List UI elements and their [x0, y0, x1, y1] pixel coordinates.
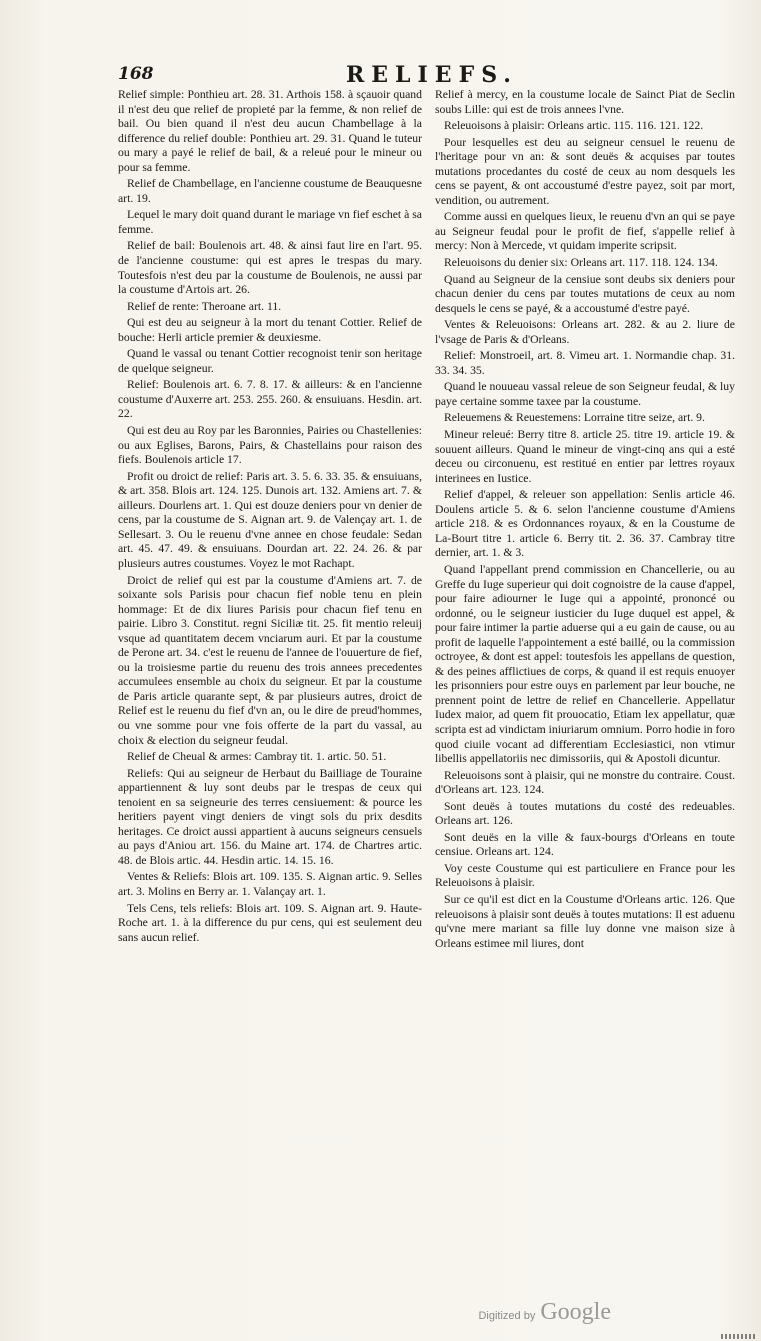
paragraph: Relief à mercy, en la coustume locale de Sainct Piat de Seclin soubs Lille: qui est de trois annees l'vne. [435, 88, 735, 116]
paragraph: Reliefs: Qui au seigneur de Herbaut du Bailliage de Touraine appartiennent & luy sont deubs par le trespas de ceux qui tenoient en sa seigneurie des terres censiuement: & pource les heritiers payent vingt deniers de vingt sols du prix desdits heritages. Ce droict aussi appartient à aucuns seigneurs censuels au pays d'Aniou art. 156. du Maine art. 174. de Chartres artic. 48. de Blois artic. 44. Hesdin artic. 14. 15. 16. [118, 766, 422, 867]
paragraph: Ventes & Reliefs: Blois art. 109. 135. S. Aignan artic. 9. Selles art. 3. Molins en Berry ar. 1. Valançay art. 1. [118, 870, 422, 898]
paragraph: Voy ceste Coustume qui est particuliere en France pour les Releuoisons à plaisir. [435, 861, 735, 890]
paragraph: Releuoisons sont à plaisir, qui ne monstre du contraire. Coust. d'Orleans art. 123. 124. [435, 768, 735, 797]
paragraph: Droict de relief qui est par la coustume d'Amiens art. 7. de soixante sols Parisis pour chacun fief noble tenu en plein hommage: Et de dix liures Parisis pour chacun fief tenu en pairie. Libro 3. Constitut. regni Siciliæ tit. 25. fit mentio releuij vsque ad quantitatem decem vnciarum auri. Et par la coustume de Perone art. 34. c'est le reuenu de l'annee de l'ouuerture de fief, ou la troisiesme partie du reuenu des trois annees precedentes accumulees ensemble au choix du seigneur. Et par la coustume de Paris article quarante sept, & par plusieurs autres, droict de Relief est le reuenu du fief d'vn an, ou le dire de preud'hommes, ou vne somme pour vne fois offerte de la part du vassal, au choix & election du seigneur feudal. [118, 573, 422, 747]
paragraph: Sont deuës à toutes mutations du costé des redeuables. Orleans art. 126. [435, 799, 735, 828]
paragraph: Relief d'appel, & releuer son appellation: Senlis article 46. Doulens article 5. & 6. selon l'ancienne coustume d'Amiens article 218. & es Ordonnances royaux, & en la Coustume de La-Bourt titre 1. article 6. Berry tit. 2. 36. 37. Cambray titre dernier, art. 1. & 3. [435, 488, 735, 560]
paragraph: Relief simple: Ponthieu art. 28. 31. Arthois 158. à sçauoir quand il n'est deu que relief de propieté par la femme, & non relief de bail. Ou bien quand il n'est deu aucun Chambellage à la difference du relief double: Ponthieu art. 29. 31. Quand le tuteur ou mary a payé le relief de bail, & a releué pour le mineur ou pour sa femme. [118, 88, 422, 174]
paragraph: Relief de Chambellage, en l'ancienne coustume de Beauquesne art. 19. [118, 177, 422, 205]
paragraph: Relief de Cheual & armes: Cambray tit. 1. artic. 50. 51. [127, 750, 387, 764]
page-edge-mark [721, 1334, 755, 1339]
paragraph: Sur ce qu'il est dict en la Coustume d'Orleans artic. 126. Que releuoisons à plaisir sont deuës à toutes mutations: Il est aduenu qu'vne mere mariant sa fille luy donne vne maison size à Orleans estimee mil liures, dont [435, 892, 735, 950]
paragraph: Lequel le mary doit quand durant le mariage vn fief eschet à sa femme. [118, 208, 422, 236]
paragraph: Quand au Seigneur de la censiue sont deubs six deniers pour chacun denier du cens par toutes mutations de ceux au nom desquels le cens se payé, & a accoustumé d'estre payé. [435, 272, 735, 315]
paragraph: Qui est deu au seigneur à la mort du tenant Cottier. Relief de bouche: Herli article premier & deuxiesme. [118, 316, 422, 344]
running-title: RELIEFS. [346, 62, 518, 88]
paragraph: Sont deuës en la ville & faux-bourgs d'Orleans en toute censiue. Orleans art. 124. [435, 830, 735, 859]
paragraph: Releuoisons du denier six: Orleans art. 117. 118. 124. 134. [444, 256, 718, 270]
paragraph: Comme aussi en quelques lieux, le reuenu d'vn an qui se paye au Seigneur feudal pour le profit de fief, s'appelle relief à mercy: Non à Mercede, vt quidam imperite scripsit. [435, 210, 735, 253]
paragraph: Relief: Monstroeil, art. 8. Vimeu art. 1. Normandie chap. 31. 33. 34. 35. [435, 349, 735, 377]
left-column [118, 88, 422, 1301]
paragraph: Relief de rente: Theroane art. 11. [127, 299, 282, 313]
paragraph: Quand l'appellant prend commission en Chancellerie, ou au Greffe du Iuge superieur qui doit cognoistre de la cause d'appel, pour faire adiourner le Iuge qui a appointé, prononcé ou ordonné, ou le seigneur iusticier du Iuge duquel est appel, & pour faire intimer la partie aduerse qui a eu gain de cause, ou au profit de laquelle l'appointement a esté baillé, ou la commission octroyee, & dont est appel: toutesfois les appellans de question, & des peines afflictiues de corps, & quand il est requis enuoyer les prisonniers pour estre ouys en parlement par leur bouche, ne prennent point de lettre de relief en Chancellerie. Appellatur Iudex maior, ad quem fit prouocatio, Etiam lex appellatur, quæ scripta est ad vindictam iniuriarum omnium. Porro hodie in foro quod ciuile vocant ad differentiam Ecclesiastici, non vtimur libellis appellatoriis nec dimissoriis, qui & Apostoli dicuntur. [435, 562, 735, 766]
page-header [118, 62, 737, 88]
paragraph: Relief de bail: Boulenois art. 48. & ainsi faut lire en l'art. 95. de l'ancienne coustume: qui est apres le trespas du mary. Toutesfois n'est deu par la coustume de Boulenois, ne aussi par la coustume d'Artois art. 26. [118, 239, 422, 297]
right-column [435, 88, 735, 1301]
google-watermark [478, 1299, 611, 1326]
paragraph: Qui est deu au Roy par les Baronnies, Pairies ou Chastellenies: ou aux Eglises, Barons, Pairs, & Chastellains pour raison des fiefs. Boulenois article 17. [118, 424, 422, 467]
paragraph: Releuoisons à plaisir: Orleans artic. 115. 116. 121. 122. [444, 119, 704, 133]
paragraph: Profit ou droict de relief: Paris art. 3. 5. 6. 33. 35. & ensuiuans, & art. 358. Blois art. 124. 125. Dunois art. 132. Amiens art. 7. & ailleurs. Dourlens art. 1. Qui est douze deniers pour vn denier de cens, par la coustume de S. Aignan art. 9. de Valençay art. 1. de Sellesart. 3. Ou le reuenu d'vne annee en chose feudale: Sedan art. 45. 47. 49. & ensuiuans. Dourdan art. 22. 24. 26. & par plusieurs autres coustumes. Voyez le mot Rachapt. [118, 469, 422, 570]
google-logo: Google [540, 1299, 611, 1325]
paragraph: Ventes & Releuoisons: Orleans art. 282. & au 2. liure de l'vsage de Paris & d'Orleans. [435, 318, 735, 346]
paragraph: Releuemens & Reuestemens: Lorraine titre seize, art. 9. [444, 411, 705, 425]
paragraph: Relief: Boulenois art. 6. 7. 8. 17. & ailleurs: & en l'ancienne coustume d'Auxerre art. 253. 255. 260. & ensuiuans. Hesdin. art. 22. [118, 378, 422, 421]
paragraph: Quand le vassal ou tenant Cottier recognoist tenir son heritage de quelque seigneur. [118, 347, 422, 375]
paragraph: Tels Cens, tels reliefs: Blois art. 109. S. Aignan art. 9. Haute-Roche art. 1. à la difference du pur cens, qui est seulement deu sans aucun relief. [118, 901, 422, 944]
paragraph: Pour lesquelles est deu au seigneur censuel le reuenu de l'heritage pour vn an: & sont deuës & acquises par toutes mutations procedantes du costé de ceux au nom desquels les cens se payent, & ont accoustumé d'estre payez, soit par mort, vendition, ou autrement. [435, 135, 735, 207]
watermark-prefix: Digitized by [478, 1310, 536, 1322]
paragraph: Mineur releué: Berry titre 8. article 25. titre 19. article 19. & souuent ailleurs. Quand le mineur de vingt-cinq ans qui a esté deceu ou circonuenu, est restitué en entier par lettres royaux interinees en Iustice. [435, 428, 735, 485]
paragraph: Quand le nouueau vassal releue de son Seigneur feudal, & luy paye certaine somme taxee par la coustume. [435, 380, 735, 408]
page-number: 168 [118, 64, 154, 84]
